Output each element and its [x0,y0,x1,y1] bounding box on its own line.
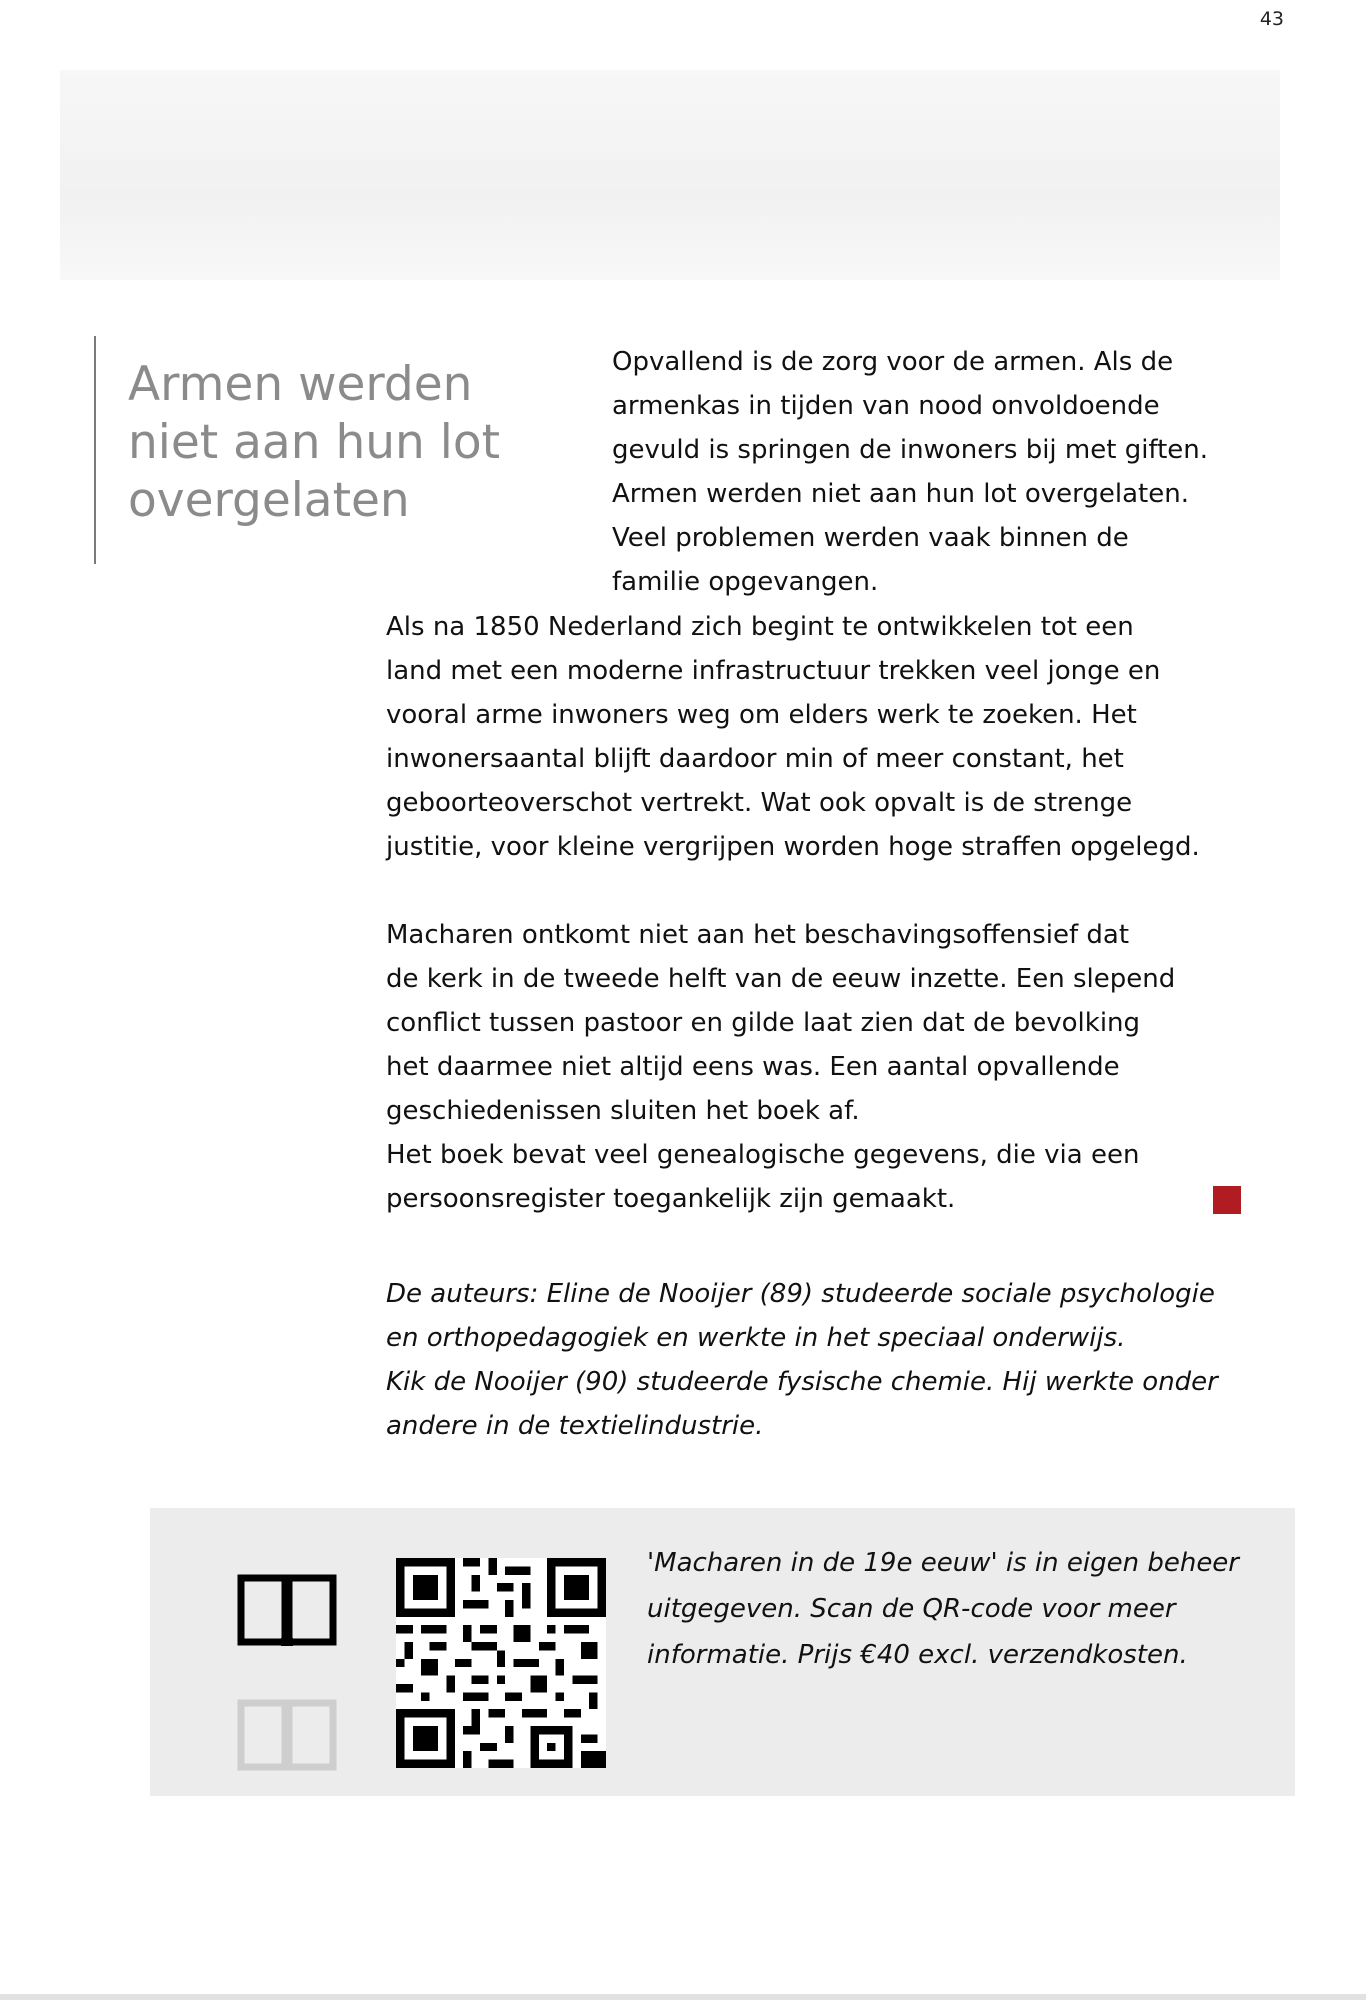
body-paragraph-2: Macharen ontkomt niet aan het beschavingsoffensief dat de kerk in de tweede helft van de eeuw inzette. Een slepend conflict tussen pastoor en gilde laat zien dat de bevolking het daarmee niet altijd eens was. Een aantal opvallende geschiedenissen sluiten het boek af. [386,920,1176,1126]
body-paragraph-3: Het boek bevat veel genealogische gegevens, die via een persoonsregister toegankelijk zijn gemaakt. [386,1140,1140,1214]
authors-note: De auteurs: Eline de Nooijer (89) studeerde sociale psychologie en orthopedagogiek en werkte in het speciaal onderwijs. Kik de Nooijer (90) studeerde fysische chemie. Hij werkte onder andere in de textielindustrie. [386,1279,1218,1441]
pull-quote: Armen werden niet aan hun lot overgelaten [128,357,501,528]
intro-paragraph: Opvallend is de zorg voor de armen. Als de armenkas in tijden van nood onvoldoende gevuld is springen de inwoners bij met giften. Armen werden niet aan hun lot overgelaten. Veel problemen werden vaak binnen de familie opgevangen. [612,347,1209,597]
faded-header-band [60,70,1280,280]
qr-code[interactable] [396,1558,606,1768]
end-of-article-mark [1213,1186,1241,1214]
faded-book-icon [235,1693,339,1773]
body-text [386,605,1286,1221]
open-book-icon [235,1568,339,1648]
scan-edge [0,1994,1366,2000]
page-number: 43 [1259,8,1284,30]
info-box [150,1508,1295,1796]
publication-note: 'Macharen in de 19e eeuw' is in eigen beheer uitgegeven. Scan de QR-code voor meer informatie. Prijs €40 excl. verzendkosten. [647,1548,1239,1670]
pull-quote-bar [94,336,96,564]
body-paragraph-1: Als na 1850 Nederland zich begint te ontwikkelen tot een land met een moderne infrastructuur trekken veel jonge en vooral arme inwoners weg om elders werk te zoeken. Het inwonersaantal blijft daardoor min of meer constant, het geboorteoverschot vertrekt. Wat ook opvalt is de strenge justitie, voor kleine vergrijpen worden hoge straffen opgelegd. [386,612,1200,862]
